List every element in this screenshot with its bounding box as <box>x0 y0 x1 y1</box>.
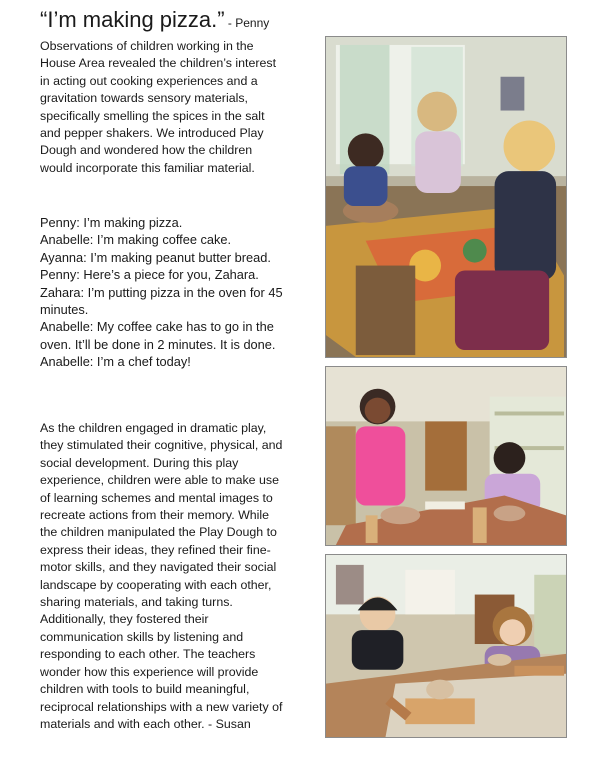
photo-children-at-table-image <box>326 37 566 357</box>
reflection-text: As the children engaged in dramatic play, they stimulated their cognitive, physical, and social development. During this play experience, children were able to make use of learning schemes and mental images to recreate actions from their memory. While the children manipulated the Play Dough to express their ideas, they refined their fine-motor skills, and they navigated their social landscape by cooperating with each other, sharing materials, and taking turns. Additionally, they fostered their communication skills by listening and responding to each other. The teachers wonder how this experience will provide children with tools to build meaningful, reciprocal relationships with a new variety of materials and with each other. - Susan <box>40 421 283 731</box>
dialogue-line: Anabelle: I’m a chef today! <box>40 354 191 370</box>
dialogue-line: Penny: I’m making pizza. <box>40 215 183 230</box>
page-title <box>40 6 269 37</box>
intro-text: Observations of children working in the House Area revealed the children’s interest in acting out cooking experiences and a gravitation towards sensory materials, specifically smelling the spices in the salt and pepper shakers. We introduced Play Dough and wondered how the children would incorporate this familiar material. <box>40 39 277 175</box>
dialogue-line: Zahara: I’m putting pizza in the oven for 45 minutes. <box>40 284 283 318</box>
dialogue-block <box>40 214 286 371</box>
intro-paragraph <box>40 38 286 177</box>
dialogue-line: Anabelle: I’m making coffee cake. <box>40 232 232 248</box>
dialogue-line: Penny: Here’s a piece for you, Zahara. <box>40 267 259 283</box>
photo-girls-rolling-dough <box>325 366 567 546</box>
photo-girls-rolling-dough-image <box>326 367 566 545</box>
photo-toddlers-with-dough-image <box>326 555 566 737</box>
title-author: - Penny <box>224 16 270 30</box>
dialogue-line: Ayanna: I’m making peanut butter bread. <box>40 249 271 265</box>
photo-children-at-table <box>325 36 567 358</box>
photo-toddlers-with-dough <box>325 554 567 738</box>
dialogue-line: Anabelle: My coffee cake has to go in the oven. It’ll be done in 2 minutes. It is done. <box>40 319 276 352</box>
title-quote: “I’m making pizza.” <box>40 7 225 32</box>
reflection-paragraph <box>40 420 286 733</box>
